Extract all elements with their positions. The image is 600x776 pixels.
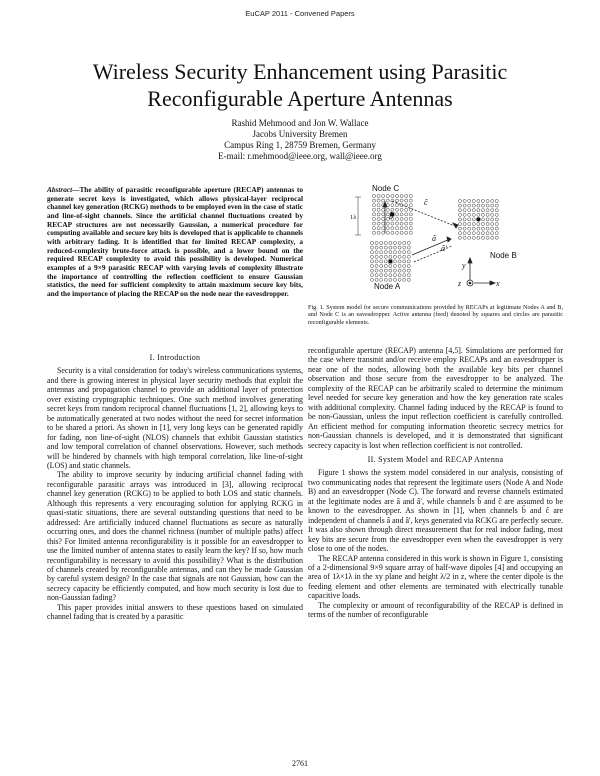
parasitic-element xyxy=(389,251,392,254)
parasitic-element xyxy=(382,199,385,202)
parasitic-element xyxy=(409,217,412,220)
node-a-label: Node A xyxy=(374,282,401,291)
parasitic-element xyxy=(386,222,389,225)
parasitic-element xyxy=(380,241,383,244)
parasitic-element xyxy=(468,232,471,235)
system-model-figure xyxy=(350,183,540,299)
parasitic-element xyxy=(384,241,387,244)
parasitic-element xyxy=(458,213,461,216)
intro-paragraph-3: This paper provides initial answers to these questions based on simulated channel fading that is created by a parasitic xyxy=(47,602,303,622)
parasitic-element xyxy=(400,213,403,216)
parasitic-element xyxy=(458,222,461,225)
arrow-head-b xyxy=(383,202,387,207)
right-column-body xyxy=(308,346,563,620)
parasitic-element xyxy=(372,208,375,211)
parasitic-element xyxy=(403,260,406,263)
parasitic-element xyxy=(389,241,392,244)
parasitic-element xyxy=(370,264,373,267)
parasitic-element xyxy=(375,251,378,254)
parasitic-element xyxy=(468,222,471,225)
parasitic-element xyxy=(400,217,403,220)
parasitic-element xyxy=(393,260,396,263)
parasitic-element xyxy=(481,213,484,216)
parasitic-element xyxy=(382,217,385,220)
parasitic-element xyxy=(495,199,498,202)
parasitic-element xyxy=(372,194,375,197)
parasitic-element xyxy=(491,227,494,230)
parasitic-element xyxy=(405,231,408,234)
parasitic-element xyxy=(384,264,387,267)
parasitic-element xyxy=(472,204,475,207)
parasitic-element xyxy=(468,218,471,221)
parasitic-element xyxy=(375,241,378,244)
feed-element xyxy=(388,259,392,263)
parasitic-element xyxy=(398,251,401,254)
parasitic-element xyxy=(391,204,394,207)
parasitic-element xyxy=(468,213,471,216)
parasitic-element xyxy=(486,218,489,221)
parasitic-element xyxy=(398,246,401,249)
parasitic-element xyxy=(380,269,383,272)
parasitic-element xyxy=(405,208,408,211)
parasitic-element xyxy=(458,199,461,202)
parasitic-element xyxy=(472,213,475,216)
parasitic-element xyxy=(495,218,498,221)
node-a-array xyxy=(370,241,410,281)
parasitic-element xyxy=(400,227,403,230)
parasitic-element xyxy=(463,222,466,225)
parasitic-element xyxy=(468,204,471,207)
parasitic-element xyxy=(477,227,480,230)
parasitic-element xyxy=(458,209,461,212)
parasitic-element xyxy=(486,199,489,202)
left-column-body xyxy=(47,348,303,622)
parasitic-element xyxy=(386,194,389,197)
feed-element xyxy=(476,217,480,221)
parasitic-element xyxy=(486,227,489,230)
intro-continued-paragraph: reconfigurable aperture (RECAP) antenna [4,5]. Simulations are performed for the case where transmit and/or receive employ RECAPs and an eavesdropper is near one of the nodes, allowing both the available key bits per channel observation and those secure from the eavesdropper to be analyzed. The complexity of the RECAP can be arbitrarily scaled to determine the minimum level needed for secure key generation and how the key generation rate scales with additional complexity. Channel fading induced by the RECAP is found to be non-Gaussian, unless the input reflection coefficient is carefully controlled. An efficient method for computing information theoretic secrecy metrics for non-Gaussian channels is developed, and it is demonstrated that significant secrecy capacity is lost when reflection coefficient is not controlled. xyxy=(308,346,563,450)
parasitic-element xyxy=(372,222,375,225)
parasitic-element xyxy=(477,222,480,225)
parasitic-element xyxy=(380,274,383,277)
parasitic-element xyxy=(389,269,392,272)
parasitic-element xyxy=(377,204,380,207)
parasitic-element xyxy=(370,269,373,272)
parasitic-element xyxy=(375,269,378,272)
parasitic-element xyxy=(393,264,396,267)
parasitic-element xyxy=(386,231,389,234)
axis-z-label: z xyxy=(458,279,462,288)
paper-title xyxy=(40,58,560,112)
parasitic-element xyxy=(491,204,494,207)
parasitic-element xyxy=(395,194,398,197)
parasitic-element xyxy=(377,227,380,230)
parasitic-element xyxy=(393,278,396,281)
parasitic-element xyxy=(495,209,498,212)
parasitic-element xyxy=(407,255,410,258)
node-b-array xyxy=(458,199,498,239)
parasitic-element xyxy=(486,209,489,212)
parasitic-element xyxy=(495,227,498,230)
parasitic-element xyxy=(395,227,398,230)
parasitic-element xyxy=(370,274,373,277)
parasitic-element xyxy=(382,213,385,216)
parasitic-element xyxy=(463,236,466,239)
parasitic-element xyxy=(468,209,471,212)
intro-paragraph-1: Security is a vital consideration for today's wireless communications systems, and there is growing interest in physical layer security methods that exploit the antennas and propagation channel to provide an additional layer of protection over existing cryptographic techniques. One such method involves generating secret keys from random reciprocal channel fluctuations [1, 2], allowing keys to be automatically generated at two nodes without the need for secret information to be shared a priori. As shown in [1], very long keys can be generated rapidly for fading, non line-of-sight (NLOS) channels that exhibit Gaussian statistics and low temporal correlation of channel observations. However, such methods will be hindered by channels with high temporal correlation, like line-of-sight (LOS) and static channels. xyxy=(47,366,303,470)
page-number: 2761 xyxy=(292,759,308,768)
parasitic-element xyxy=(391,227,394,230)
parasitic-element xyxy=(384,255,387,258)
intro-paragraph-2: The ability to improve security by inducing artificial channel fading with reconfigurable parasitic arrays was introduced in [3], allowing reciprocal channel key generation (RCKG) to be applied to both LOS and static channels. Although this represents a very encouraging solution for applying RCKG in quasi-static situations, there are several outstanding questions that need to be addressed: Are artificially induced channel fluctuations as secure as naturally occurring ones, and does the channel richness (number of multiple paths) affect this? For limited antenna reconfigurability is it possible for an eavesdropper to use the limited number of antenna states to easily learn the key? If so, how much reconfigurability is necessary to avoid this possibility? What is the distribution of channels created by reconfigurable antennas, and can they be made Gaussian by careful system design? In the case that signals are not Gaussian, how can the secrecy capacity be efficiently computed, and how much security is lost due to non-Gaussian fading? xyxy=(47,470,303,603)
parasitic-element xyxy=(403,246,406,249)
parasitic-element xyxy=(472,209,475,212)
system-model-paragraph-3: The complexity or amount of reconfigurability of the RECAP is defined in terms of the number of reconfigurable xyxy=(308,600,563,620)
parasitic-element xyxy=(377,231,380,234)
parasitic-element xyxy=(389,278,392,281)
parasitic-element xyxy=(370,278,373,281)
parasitic-element xyxy=(377,217,380,220)
axis-z-dot xyxy=(469,282,471,284)
parasitic-element xyxy=(458,218,461,221)
parasitic-element xyxy=(491,199,494,202)
parasitic-element xyxy=(486,232,489,235)
parasitic-element xyxy=(409,222,412,225)
parasitic-element xyxy=(393,251,396,254)
parasitic-element xyxy=(393,269,396,272)
parasitic-element xyxy=(395,222,398,225)
parasitic-element xyxy=(463,199,466,202)
parasitic-element xyxy=(481,209,484,212)
parasitic-element xyxy=(398,260,401,263)
parasitic-element xyxy=(458,204,461,207)
parasitic-element xyxy=(405,194,408,197)
parasitic-element xyxy=(400,208,403,211)
parasitic-element xyxy=(391,194,394,197)
parasitic-element xyxy=(384,251,387,254)
arrow-head-c xyxy=(453,223,458,228)
title-line-2: Reconfigurable Aperture Antennas xyxy=(147,86,453,111)
parasitic-element xyxy=(468,199,471,202)
parasitic-element xyxy=(386,199,389,202)
parasitic-element xyxy=(384,274,387,277)
node-c-label: Node C xyxy=(372,184,400,193)
axis-x-label: x xyxy=(496,279,500,288)
parasitic-element xyxy=(380,246,383,249)
parasitic-element xyxy=(372,231,375,234)
parasitic-element xyxy=(472,199,475,202)
parasitic-element xyxy=(372,199,375,202)
parasitic-element xyxy=(491,218,494,221)
parasitic-element xyxy=(382,222,385,225)
parasitic-element xyxy=(407,269,410,272)
label-c-hat: ĉ xyxy=(424,198,428,207)
parasitic-element xyxy=(382,231,385,234)
parasitic-element xyxy=(395,217,398,220)
parasitic-element xyxy=(380,255,383,258)
parasitic-element xyxy=(477,236,480,239)
parasitic-element xyxy=(486,236,489,239)
parasitic-element xyxy=(407,260,410,263)
author-address: Campus Ring 1, 28759 Bremen, Germany xyxy=(224,140,376,150)
parasitic-element xyxy=(372,227,375,230)
parasitic-element xyxy=(472,236,475,239)
parasitic-element xyxy=(491,209,494,212)
parasitic-element xyxy=(407,246,410,249)
parasitic-element xyxy=(472,218,475,221)
parasitic-element xyxy=(395,231,398,234)
figure-caption: Fig. 1. System model for secure communications provided by RECAPs at legitimate Nodes A and B, and Node C is an eavesdropper. Active antenna (feed) denoted by squares and circles are parasitic reconfigurable elements. xyxy=(308,304,563,326)
parasitic-element xyxy=(409,227,412,230)
node-b-label: Node B xyxy=(490,251,517,260)
system-model-paragraph-1: Figure 1 shows the system model considered in our analysis, consisting of two communicating nodes that represent the legitimate users (Node A and Node B) and an eavesdropper (Node C). The forward and reverse channels estimated at the legitimate nodes are â and â′, while channels b̂ and ĉ are assumed to be known to the eavesdropper. As shown in [1], when channels b̂ and ĉ are independent of channels â and â′, keys generated via RCKG are perfectly secure. It was also shown through direct measurement that for real indoor fading, most key bits are secure from the eavesdropper even when the eavesdropper is very close to one of the nodes. xyxy=(308,468,563,554)
parasitic-element xyxy=(491,222,494,225)
parasitic-element xyxy=(495,232,498,235)
parasitic-element xyxy=(398,255,401,258)
parasitic-element xyxy=(472,227,475,230)
parasitic-element xyxy=(377,199,380,202)
parasitic-element xyxy=(380,278,383,281)
conference-header: EuCAP 2011 - Convened Papers xyxy=(245,9,355,18)
parasitic-element xyxy=(486,222,489,225)
parasitic-element xyxy=(491,232,494,235)
parasitic-element xyxy=(398,241,401,244)
arrow-head-a xyxy=(447,237,451,242)
parasitic-element xyxy=(375,260,378,263)
parasitic-element xyxy=(403,255,406,258)
parasitic-element xyxy=(403,278,406,281)
parasitic-element xyxy=(458,227,461,230)
parasitic-element xyxy=(400,194,403,197)
parasitic-element xyxy=(384,269,387,272)
section-heading-system-model: II. System Model and RECAP Antenna xyxy=(367,454,504,464)
parasitic-element xyxy=(403,241,406,244)
axis-y-head xyxy=(468,258,472,263)
parasitic-element xyxy=(393,255,396,258)
parasitic-element xyxy=(463,227,466,230)
parasitic-element xyxy=(458,236,461,239)
parasitic-element xyxy=(398,274,401,277)
parasitic-element xyxy=(370,241,373,244)
parasitic-element xyxy=(403,251,406,254)
label-a-hat: â xyxy=(432,234,436,243)
parasitic-element xyxy=(405,213,408,216)
parasitic-element xyxy=(405,227,408,230)
parasitic-element xyxy=(370,255,373,258)
parasitic-element xyxy=(495,222,498,225)
parasitic-element xyxy=(377,213,380,216)
section-heading-introduction: I. Introduction xyxy=(149,353,201,362)
parasitic-element xyxy=(393,274,396,277)
parasitic-element xyxy=(409,199,412,202)
abstract-lead: Abstract xyxy=(47,185,73,194)
parasitic-element xyxy=(370,251,373,254)
title-line-1: Wireless Security Enhancement using Parasitic xyxy=(92,59,508,84)
parasitic-element xyxy=(477,204,480,207)
parasitic-element xyxy=(477,199,480,202)
parasitic-element xyxy=(477,209,480,212)
parasitic-element xyxy=(384,246,387,249)
parasitic-element xyxy=(463,209,466,212)
parasitic-element xyxy=(468,227,471,230)
parasitic-element xyxy=(382,208,385,211)
parasitic-element xyxy=(481,218,484,221)
parasitic-element xyxy=(463,218,466,221)
parasitic-element xyxy=(407,278,410,281)
parasitic-element xyxy=(395,204,398,207)
abstract xyxy=(47,186,303,299)
parasitic-element xyxy=(377,208,380,211)
parasitic-element xyxy=(403,264,406,267)
parasitic-element xyxy=(380,260,383,263)
parasitic-element xyxy=(495,236,498,239)
parasitic-element xyxy=(386,208,389,211)
parasitic-element xyxy=(463,213,466,216)
parasitic-element xyxy=(407,241,410,244)
parasitic-element xyxy=(377,194,380,197)
parasitic-element xyxy=(395,208,398,211)
parasitic-element xyxy=(384,278,387,281)
parasitic-element xyxy=(405,199,408,202)
parasitic-element xyxy=(407,274,410,277)
parasitic-element xyxy=(395,199,398,202)
parasitic-element xyxy=(481,204,484,207)
parasitic-element xyxy=(375,255,378,258)
parasitic-element xyxy=(389,255,392,258)
parasitic-element xyxy=(495,204,498,207)
parasitic-element xyxy=(400,231,403,234)
system-model-paragraph-2: The RECAP antenna considered in this work is shown in Figure 1, consisting of a 2-dimensional 9×9 square array of half-wave dipoles [4] and occupying an area of 1λ×1λ in the xy plane and height λ/2 in z, where the center dipole is the feeding element and other elements are terminated with electrically tunable capacitive loads. xyxy=(308,553,563,601)
parasitic-element xyxy=(389,246,392,249)
axis-x-head xyxy=(490,281,495,285)
parasitic-element xyxy=(403,269,406,272)
parasitic-element xyxy=(372,204,375,207)
parasitic-element xyxy=(380,264,383,267)
parasitic-element xyxy=(463,232,466,235)
parasitic-element xyxy=(409,231,412,234)
parasitic-element xyxy=(458,232,461,235)
parasitic-element xyxy=(472,222,475,225)
parasitic-element xyxy=(472,232,475,235)
parasitic-element xyxy=(389,274,392,277)
parasitic-element xyxy=(486,213,489,216)
parasitic-element xyxy=(391,231,394,234)
parasitic-element xyxy=(481,232,484,235)
parasitic-element xyxy=(393,246,396,249)
parasitic-element xyxy=(403,274,406,277)
parasitic-element xyxy=(389,264,392,267)
parasitic-element xyxy=(405,222,408,225)
label-b-hat: b̂ xyxy=(389,212,393,221)
parasitic-element xyxy=(463,204,466,207)
parasitic-element xyxy=(372,213,375,216)
parasitic-element xyxy=(477,213,480,216)
parasitic-element xyxy=(382,227,385,230)
parasitic-element xyxy=(481,222,484,225)
parasitic-element xyxy=(481,236,484,239)
parasitic-element xyxy=(495,213,498,216)
abstract-text: —The ability of parasitic reconfigurable aperture (RECAP) antennas to generate secret keys is investigated, which allows physical-layer reciprocal channel key generation (RCKG) methods to be employed even in the case of static and line-of-sight channels. Since the artificial channel fluctuations created by RECAP structures are not necessarily Gaussian, a numerical procedure for computing available and secure key bits is developed that is applicable to channels with arbitrary fading. It is identified that for limited RECAP complexity, a reduced-complexity brute-force attack is possible, and a lower bound on the required RECAP complexity to avoid this possibility is developed. Numerical examples of a 9×9 parasitic RECAP with varying levels of complexity illustrate the importance of controlling the reflection coefficient to ensure Gaussian statistics, the need for sufficient complexity to attain maximum secure key bits, and the importance of placing the RECAP on the node near the eavesdropper. xyxy=(47,185,303,298)
parasitic-element xyxy=(386,227,389,230)
parasitic-element xyxy=(491,236,494,239)
parasitic-element xyxy=(398,264,401,267)
author-affiliation: Jacobs University Bremen xyxy=(252,129,348,139)
parasitic-element xyxy=(395,213,398,216)
axis-y-label: y xyxy=(462,261,466,270)
parasitic-element xyxy=(380,251,383,254)
parasitic-element xyxy=(375,278,378,281)
parasitic-element xyxy=(400,222,403,225)
parasitic-element xyxy=(398,269,401,272)
parasitic-element xyxy=(391,222,394,225)
parasitic-element xyxy=(370,260,373,263)
parasitic-element xyxy=(372,217,375,220)
parasitic-element xyxy=(393,241,396,244)
author-block xyxy=(0,118,600,162)
parasitic-element xyxy=(477,232,480,235)
parasitic-element xyxy=(481,227,484,230)
parasitic-element xyxy=(491,213,494,216)
parasitic-element xyxy=(486,204,489,207)
parasitic-element xyxy=(370,246,373,249)
parasitic-element xyxy=(375,246,378,249)
parasitic-element xyxy=(407,251,410,254)
label-a-prime: â′ xyxy=(441,244,447,253)
parasitic-element xyxy=(384,260,387,263)
parasitic-element xyxy=(407,264,410,267)
parasitic-element xyxy=(409,194,412,197)
parasitic-element xyxy=(400,199,403,202)
parasitic-element xyxy=(398,278,401,281)
parasitic-element xyxy=(375,274,378,277)
dimension-label: 1λ xyxy=(350,214,357,221)
parasitic-element xyxy=(375,264,378,267)
parasitic-element xyxy=(468,236,471,239)
author-email: E-mail: r.mehmood@ieee.org, wall@ieee.org xyxy=(218,151,382,161)
parasitic-element xyxy=(382,194,385,197)
parasitic-element xyxy=(391,208,394,211)
parasitic-element xyxy=(405,217,408,220)
parasitic-element xyxy=(481,199,484,202)
parasitic-element xyxy=(409,204,412,207)
parasitic-element xyxy=(377,222,380,225)
author-names: Rashid Mehmood and Jon W. Wallace xyxy=(231,118,369,128)
parasitic-element xyxy=(409,213,412,216)
